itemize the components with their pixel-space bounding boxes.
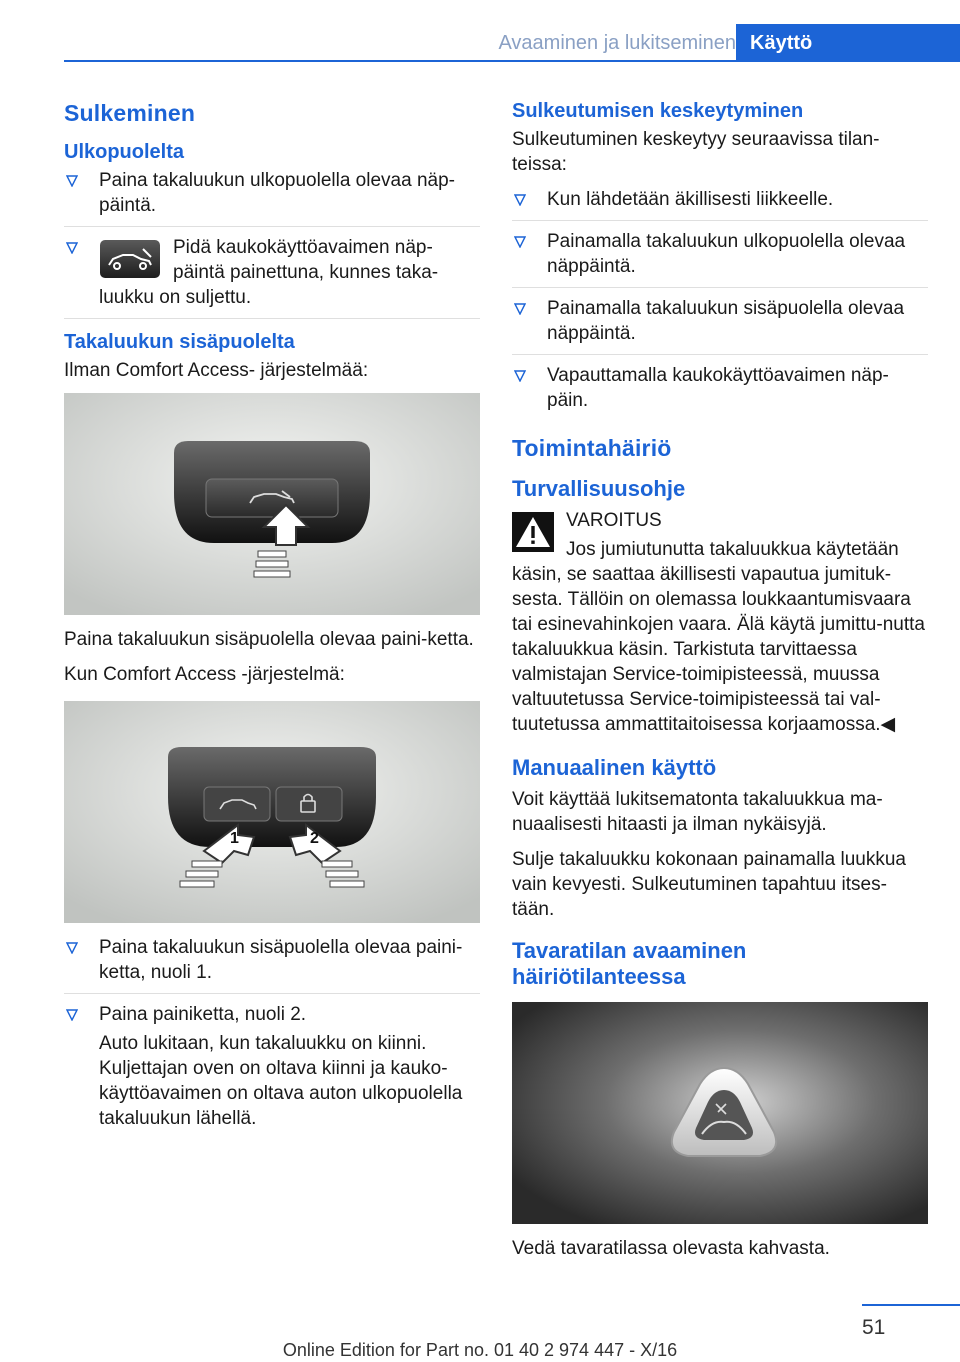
triangle-bullet-icon xyxy=(66,1009,78,1021)
list-item-text: Painamalla takaluukun sisäpuolella olevaa näppäintä. xyxy=(547,298,905,344)
warning-label: VAROITUS xyxy=(566,510,662,531)
left-column xyxy=(64,100,480,1151)
triangle-bullet-icon xyxy=(514,303,526,315)
subheading-safety: Turvallisuusohje xyxy=(512,476,686,501)
list-item-text: Paina takaluukun ulkopuolella olevaa näp-päintä. xyxy=(99,170,455,216)
warning-text: käsin, se saattaa äkillisesti vapautua jumituk-sesta. Tällöin on olemassa loukkaantumisvaara tai esinevahinkojen vaara. Älä käytä jumittu-nutta takaluukkua käsin. Tarkistuta tarvittaessa valmistajan Service-toimipisteessä, muussa valtuutetussa Service-toimipisteessä tai val-tuutetussa ammattitaitoisessa korjaamossa.◀ xyxy=(512,564,925,735)
right-column xyxy=(512,100,928,1271)
list-item-text: Vapauttamalla kaukokäyttöavaimen näp-päin. xyxy=(547,365,889,411)
paragraph-manual-2: Sulje takaluukku kokonaan painamalla luukkua vain kevyesti. Sulkeutuminen tapahtuu itses-tään. xyxy=(512,849,906,920)
caption-emergency-handle: Vedä tavaratilassa olevasta kahvasta. xyxy=(512,1238,830,1259)
subheading-inside: Takaluukun sisäpuolelta xyxy=(64,331,295,353)
list-item-text: Painamalla takaluukun ulkopuolella olevaa näppäintä. xyxy=(547,231,906,277)
arrow-label-2: 2 xyxy=(310,830,319,847)
list-item xyxy=(512,363,928,421)
paragraph-manual-1: Voit käyttää lukitsematonta takaluukkua ma-nuaalisesti hitaasti ja ilman nykäisyjä. xyxy=(512,789,883,835)
tailgate-comfort-buttons-photo xyxy=(64,701,480,923)
subheading-outside: Ulkopuolelta xyxy=(64,141,185,163)
triangle-bullet-icon xyxy=(514,370,526,382)
comfort-steps xyxy=(64,935,480,1139)
list-item-subtext: Auto lukitaan, kun takaluukku on kiinni. Kuljettajan oven on oltava kiinni ja kauko-käyttöavaimen on oltava auton ulkopuolella takaluukun lähellä. xyxy=(99,1033,463,1129)
subheading-interruption: Sulkeutumisen keskeytyminen xyxy=(512,100,804,122)
caption-inside-button: Paina takaluukun sisäpuolella olevaa paini-ketta. xyxy=(64,629,474,650)
list-item xyxy=(64,235,480,319)
paragraph-without-comfort: Ilman Comfort Access- järjestelmää: xyxy=(64,360,369,381)
paragraph-interruption-intro: Sulkeutuminen keskeytyy seuraavissa tilan-teissa: xyxy=(512,129,880,175)
list-item-text: Kun lähdetään äkillisesti liikkeelle. xyxy=(547,189,834,210)
tailgate-button-photo xyxy=(64,393,480,615)
subheading-emergency-opening: Tavaratilan avaaminen häiriötilanteessa xyxy=(512,938,747,989)
list-item xyxy=(512,229,928,288)
warning-text-first-line: Jos jumiutunutta takaluukkua käytetään xyxy=(566,539,899,560)
list-item-text: Paina painiketta, nuoli 2. xyxy=(99,1004,307,1025)
header-rule xyxy=(64,60,960,62)
triangle-bullet-icon xyxy=(66,942,78,954)
warning-triangle-icon xyxy=(512,512,554,552)
triangle-bullet-icon xyxy=(514,236,526,248)
header-section-title: Avaaminen ja lukitseminen xyxy=(498,32,736,54)
triangle-bullet-icon xyxy=(66,175,78,187)
footer-rule xyxy=(862,1304,960,1306)
arrow-label-1: 1 xyxy=(230,830,239,847)
footer-edition: Online Edition for Part no. 01 40 2 974 447 - X/16 xyxy=(282,1340,678,1360)
section-title-malfunction: Toimintahäiriö xyxy=(512,435,672,461)
list-item-text: Pidä kaukokäyttöavaimen näp-päintä painettuna, kunnes taka-luukku on suljettu. xyxy=(99,237,439,308)
triangle-bullet-icon xyxy=(514,194,526,206)
page-number: 51 xyxy=(862,1316,886,1339)
outside-steps xyxy=(64,168,480,319)
triangle-bullet-icon xyxy=(66,242,78,254)
interruption-list xyxy=(512,187,928,421)
header-chapter-tab: Käyttö xyxy=(736,24,960,62)
subheading-manual-operation: Manuaalinen käyttö xyxy=(512,755,717,780)
list-item xyxy=(64,1002,480,1139)
list-item xyxy=(512,296,928,355)
list-item xyxy=(64,935,480,994)
list-item-text: Paina takaluukun sisäpuolella olevaa paini-ketta, nuoli 1. xyxy=(99,937,463,983)
section-title-closing: Sulkeminen xyxy=(64,100,196,126)
list-item xyxy=(512,187,928,221)
warning-box xyxy=(512,508,928,755)
remote-trunk-key-icon xyxy=(99,239,161,279)
emergency-release-handle-photo xyxy=(512,1002,928,1224)
paragraph-with-comfort: Kun Comfort Access -järjestelmä: xyxy=(64,664,345,685)
list-item xyxy=(64,168,480,227)
